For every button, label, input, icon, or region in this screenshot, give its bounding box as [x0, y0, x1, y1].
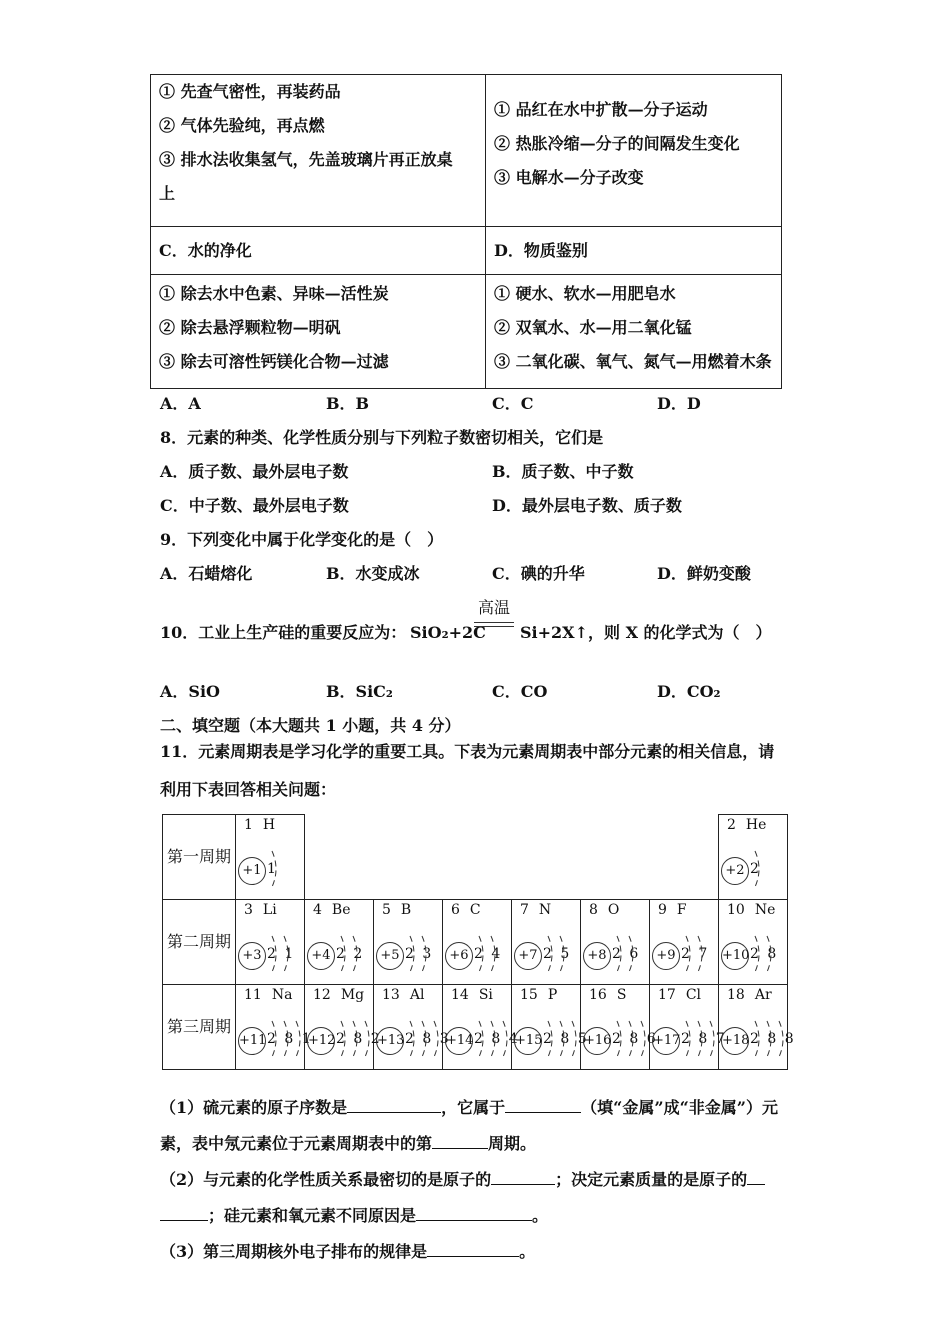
element-symbol: C [469, 902, 481, 918]
q10-option-a: A．SiO [160, 682, 220, 701]
nucleus: +17 [652, 1027, 680, 1055]
a-item: ③ 排水法收集氢气，先盖玻璃片再正放桌 [159, 150, 453, 169]
electron-shell-arcs [400, 924, 444, 976]
electron-shell-arc [503, 1021, 507, 1057]
periodic-table [162, 814, 796, 1070]
q9-option-c: C．碘的升华 [492, 564, 585, 583]
element-cell-He [719, 815, 788, 900]
element-symbol: B [400, 902, 412, 918]
electron-shell-arcs [538, 924, 582, 976]
nucleus: +13 [376, 1027, 404, 1055]
electron-shell-arc [353, 1021, 357, 1057]
table-gap [305, 815, 719, 900]
atomic-number: 3 [244, 902, 253, 918]
shell-electrons: 2 8 [750, 946, 779, 962]
q7-option-d: D．D [657, 394, 701, 413]
element-cell-Ar [719, 985, 796, 1070]
shell-electrons: 2 1 [267, 946, 296, 962]
text: ；硅元素和氧元素不同原因是 [208, 1206, 417, 1225]
electron-shell-arc [698, 1021, 702, 1057]
element-symbol: Si [478, 987, 493, 1003]
nucleus: +2 [721, 857, 749, 885]
comparison-table [150, 74, 782, 389]
period-label: 第三周期 [163, 985, 236, 1070]
element-symbol: Ne [754, 902, 776, 918]
electron-shell-arcs [676, 924, 720, 976]
nucleus: +7 [514, 942, 542, 970]
electron-shell-arc [755, 936, 759, 972]
atomic-number: 4 [313, 902, 322, 918]
q10-reactants: SiO₂+2C [410, 623, 486, 642]
b-item: ② 热胀冷缩—分子的间隔发生变化 [494, 134, 740, 153]
electron-shell-arc [272, 851, 276, 887]
electron-shell-arc [560, 936, 564, 972]
q8-option-a: A．质子数、最外层电子数 [160, 462, 349, 481]
electron-shell-arc [629, 1021, 633, 1057]
a-item: ① 先查气密性，再装药品 [159, 82, 341, 101]
answer-blank-mass-end[interactable] [160, 1204, 208, 1221]
element-cell-Cl [650, 985, 727, 1070]
element-cell-Be [305, 900, 374, 985]
shell-electrons: 2 [750, 861, 761, 877]
element-cell-S [581, 985, 658, 1070]
q7-option-b: B．B [326, 394, 370, 413]
electron-shell-arc [710, 1021, 714, 1057]
nucleus: +11 [238, 1027, 266, 1055]
element-symbol: O [607, 902, 620, 918]
element-cell-Si [443, 985, 520, 1070]
element-symbol: P [547, 987, 558, 1003]
nucleus: +1 [238, 857, 266, 885]
atomic-number: 11 [244, 987, 262, 1003]
q7-option-c: C．C [492, 394, 534, 413]
electron-shell-arc [548, 1021, 552, 1057]
element-symbol: Ar [754, 987, 772, 1003]
electron-shell-arc [422, 936, 426, 972]
electron-shell-arc [479, 1021, 483, 1057]
element-symbol: Mg [340, 987, 365, 1003]
text: ；决定元素质量的是原子的 [555, 1170, 748, 1189]
atomic-number: 17 [658, 987, 676, 1003]
answer-blank-mass-start[interactable] [747, 1168, 765, 1185]
q10-option-c: C．CO [492, 682, 548, 701]
c-item: ③ 除去可溶性钙镁化合物—过滤 [159, 352, 389, 371]
element-symbol: Be [331, 902, 351, 918]
element-cell-F [650, 900, 719, 985]
element-cell-H [236, 815, 305, 900]
shell-electrons: 2 8 6 [612, 1031, 658, 1047]
q10-option-b: B．SiC₂ [326, 682, 393, 701]
nucleus: +15 [514, 1027, 542, 1055]
electron-shell-arc [548, 936, 552, 972]
answer-blank-period[interactable] [432, 1132, 488, 1149]
answer-blank-atomic-number[interactable] [347, 1096, 441, 1113]
atomic-number: 15 [520, 987, 538, 1003]
electron-shell-arcs [262, 839, 306, 891]
period-label: 第二周期 [163, 900, 236, 985]
electron-shell-arcs [469, 1009, 513, 1061]
cell-c-header: C．水的净化 [151, 227, 486, 275]
q9-stem: 9．下列变化中属于化学变化的是（ ） [160, 530, 444, 549]
text: ，它属于 [441, 1098, 506, 1117]
d-item: ③ 二氧化碳、氧气、氮气—用燃着木条 [494, 352, 772, 371]
cell-d-items [486, 275, 782, 389]
electron-shell-arc [272, 1021, 276, 1057]
electron-shell-arcs [745, 839, 789, 891]
element-cell-Ne [719, 900, 788, 985]
answer-blank-pattern[interactable] [427, 1240, 519, 1257]
q8-option-b: B．质子数、中子数 [492, 462, 634, 481]
q8-stem: 8．元素的种类、化学性质分别与下列粒子数密切相关，它们是 [160, 428, 604, 447]
cell-d-header: D．物质鉴别 [486, 227, 782, 275]
period-label: 第一周期 [163, 815, 236, 900]
q9-option-b: B．水变成冰 [326, 564, 420, 583]
q9-option-a: A．石蜡熔化 [160, 564, 253, 583]
section-heading: 二、填空题（本大题共 1 小题，共 4 分） [160, 716, 461, 735]
electron-shell-arc [434, 1021, 438, 1057]
electron-shell-arc [353, 936, 357, 972]
element-cell-B [374, 900, 443, 985]
electron-shell-arcs [745, 924, 789, 976]
electron-shell-arcs [262, 1009, 306, 1061]
electron-shell-arc [410, 1021, 414, 1057]
element-cell-C [443, 900, 512, 985]
text: （填“金属”成“非金属”）元 [581, 1098, 778, 1117]
q11-sub2-line1 [160, 1168, 765, 1190]
element-cell-O [581, 900, 650, 985]
electron-shell-arc [686, 1021, 690, 1057]
atomic-number: 9 [658, 902, 667, 918]
electron-shell-arc [284, 1021, 288, 1057]
electron-shell-arcs [607, 924, 651, 976]
shell-electrons: 2 8 8 [750, 1031, 796, 1047]
d-item: ② 双氧水、水—用二氧化锰 [494, 318, 692, 337]
atomic-number: 10 [727, 902, 745, 918]
element-cell-Mg [305, 985, 382, 1070]
c-item: ② 除去悬浮颗粒物—明矾 [159, 318, 341, 337]
shell-electrons: 2 8 3 [405, 1031, 451, 1047]
shell-electrons: 2 8 2 [336, 1031, 382, 1047]
q11-stem-line2: 利用下表回答相关问题： [160, 780, 337, 799]
electron-shell-arcs [538, 1009, 582, 1061]
cell-c-items [151, 275, 486, 389]
electron-shell-arc [641, 1021, 645, 1057]
electron-shell-arc [365, 1021, 369, 1057]
element-cell-N [512, 900, 581, 985]
cell-b-items [486, 75, 782, 227]
atomic-number: 1 [244, 817, 253, 833]
element-cell-Al [374, 985, 451, 1070]
element-symbol: Al [409, 987, 425, 1003]
shell-electrons: 1 [267, 861, 278, 877]
a-item: 上 [159, 184, 176, 203]
atomic-number: 16 [589, 987, 607, 1003]
electron-shell-arcs [400, 1009, 444, 1061]
element-symbol: Na [271, 987, 293, 1003]
electron-shell-arc [755, 851, 759, 887]
a-item: ② 气体先验纯，再点燃 [159, 116, 325, 135]
electron-shell-arcs [262, 924, 306, 976]
electron-shell-arc [755, 1021, 759, 1057]
element-symbol: F [676, 902, 687, 918]
electron-shell-arc [272, 936, 276, 972]
text: 素，表中氖元素位于元素周期表中的第 [160, 1134, 433, 1153]
shell-electrons: 2 8 1 [267, 1031, 313, 1047]
text: （1）硫元素的原子序数是 [160, 1098, 348, 1117]
atomic-number: 12 [313, 987, 331, 1003]
electron-shell-arc [779, 1021, 783, 1057]
text: （2）与元素的化学性质关系最密切的是原子的 [160, 1170, 492, 1189]
c-item: ① 除去水中色素、异味—活性炭 [159, 284, 389, 303]
q10-prefix: 10．工业上生产硅的重要反应为： [160, 623, 407, 642]
electron-shell-arc [296, 1021, 300, 1057]
q8-option-c: C．中子数、最外层电子数 [160, 496, 349, 515]
element-symbol: S [616, 987, 627, 1003]
text: 周期。 [488, 1134, 537, 1153]
element-cell-Na [236, 985, 313, 1070]
q10-arrow-line-bottom [474, 626, 514, 627]
atomic-number: 18 [727, 987, 745, 1003]
shell-electrons: 2 2 [336, 946, 365, 962]
q11-sub1-line1 [160, 1096, 778, 1118]
nucleus: +5 [376, 942, 404, 970]
electron-shell-arc [479, 936, 483, 972]
text: 。 [532, 1206, 549, 1225]
element-symbol: H [262, 817, 276, 833]
element-cell-P [512, 985, 589, 1070]
nucleus: +3 [238, 942, 266, 970]
electron-shell-arc [686, 936, 690, 972]
element-symbol: He [745, 817, 767, 833]
q11-sub2-line2 [160, 1204, 548, 1226]
shell-electrons: 2 7 [681, 946, 710, 962]
atomic-number: 8 [589, 902, 598, 918]
shell-electrons: 2 8 5 [543, 1031, 589, 1047]
shell-electrons: 2 3 [405, 946, 434, 962]
shell-electrons: 2 6 [612, 946, 641, 962]
electron-shell-arcs [331, 924, 375, 976]
nucleus: +4 [307, 942, 335, 970]
atomic-number: 6 [451, 902, 460, 918]
shell-electrons: 2 8 4 [474, 1031, 520, 1047]
element-symbol: Cl [685, 987, 702, 1003]
electron-shell-arc [767, 1021, 771, 1057]
electron-shell-arc [491, 1021, 495, 1057]
electron-shell-arc [341, 1021, 345, 1057]
nucleus: +8 [583, 942, 611, 970]
electron-shell-arc [767, 936, 771, 972]
atomic-number: 5 [382, 902, 391, 918]
atomic-number: 2 [727, 817, 736, 833]
nucleus: +12 [307, 1027, 335, 1055]
q8-option-d: D．最外层电子数、质子数 [492, 496, 682, 515]
element-cell-Li [236, 900, 305, 985]
q10-option-d: D．CO₂ [657, 682, 721, 701]
shell-electrons: 2 4 [474, 946, 503, 962]
q10-arrow-line-top [474, 622, 514, 623]
d-item: ① 硬水、软水—用肥皂水 [494, 284, 676, 303]
electron-shell-arc [491, 936, 495, 972]
electron-shell-arc [617, 936, 621, 972]
text: （3）第三周期核外电子排布的规律是 [160, 1242, 428, 1261]
q11-sub1-line2 [160, 1132, 536, 1154]
electron-shell-arc [422, 1021, 426, 1057]
electron-shell-arc [341, 936, 345, 972]
q11-sub3 [160, 1240, 535, 1262]
electron-shell-arc [560, 1021, 564, 1057]
shell-electrons: 2 5 [543, 946, 572, 962]
nucleus: +9 [652, 942, 680, 970]
electron-shell-arcs [331, 1009, 375, 1061]
q7-option-a: A．A [160, 394, 201, 413]
electron-shell-arc [698, 936, 702, 972]
q9-option-d: D．鲜奶变酸 [657, 564, 751, 583]
atomic-number: 7 [520, 902, 529, 918]
electron-shell-arc [629, 936, 633, 972]
electron-shell-arcs [676, 1009, 720, 1061]
element-symbol: Li [262, 902, 277, 918]
atomic-number: 13 [382, 987, 400, 1003]
electron-shell-arc [284, 936, 288, 972]
b-item: ① 品红在水中扩散—分子运动 [494, 100, 708, 119]
electron-shell-arc [617, 1021, 621, 1057]
nucleus: +14 [445, 1027, 473, 1055]
electron-shell-arc [572, 1021, 576, 1057]
electron-shell-arcs [745, 1009, 789, 1061]
electron-shell-arcs [469, 924, 513, 976]
q10-condition: 高温 [478, 598, 511, 617]
atomic-number: 14 [451, 987, 469, 1003]
shell-electrons: 2 8 7 [681, 1031, 727, 1047]
electron-shell-arc [410, 936, 414, 972]
b-item: ③ 电解水—分子改变 [494, 168, 644, 187]
q10-suffix: Si+2X↑，则 X 的化学式为（ ） [520, 623, 772, 642]
q11-stem-line1: 11．元素周期表是学习化学的重要工具。下表为元素周期表中部分元素的相关信息，请 [160, 742, 775, 761]
text: 。 [519, 1242, 536, 1261]
answer-blank-chemical-property[interactable] [491, 1168, 555, 1185]
nucleus: +6 [445, 942, 473, 970]
answer-blank-metal-type[interactable] [505, 1096, 581, 1113]
cell-a-items [151, 75, 486, 227]
nucleus: +10 [721, 942, 749, 970]
nucleus: +16 [583, 1027, 611, 1055]
answer-blank-difference[interactable] [416, 1204, 532, 1221]
electron-shell-arcs [607, 1009, 651, 1061]
element-symbol: N [538, 902, 552, 918]
nucleus: +18 [721, 1027, 749, 1055]
